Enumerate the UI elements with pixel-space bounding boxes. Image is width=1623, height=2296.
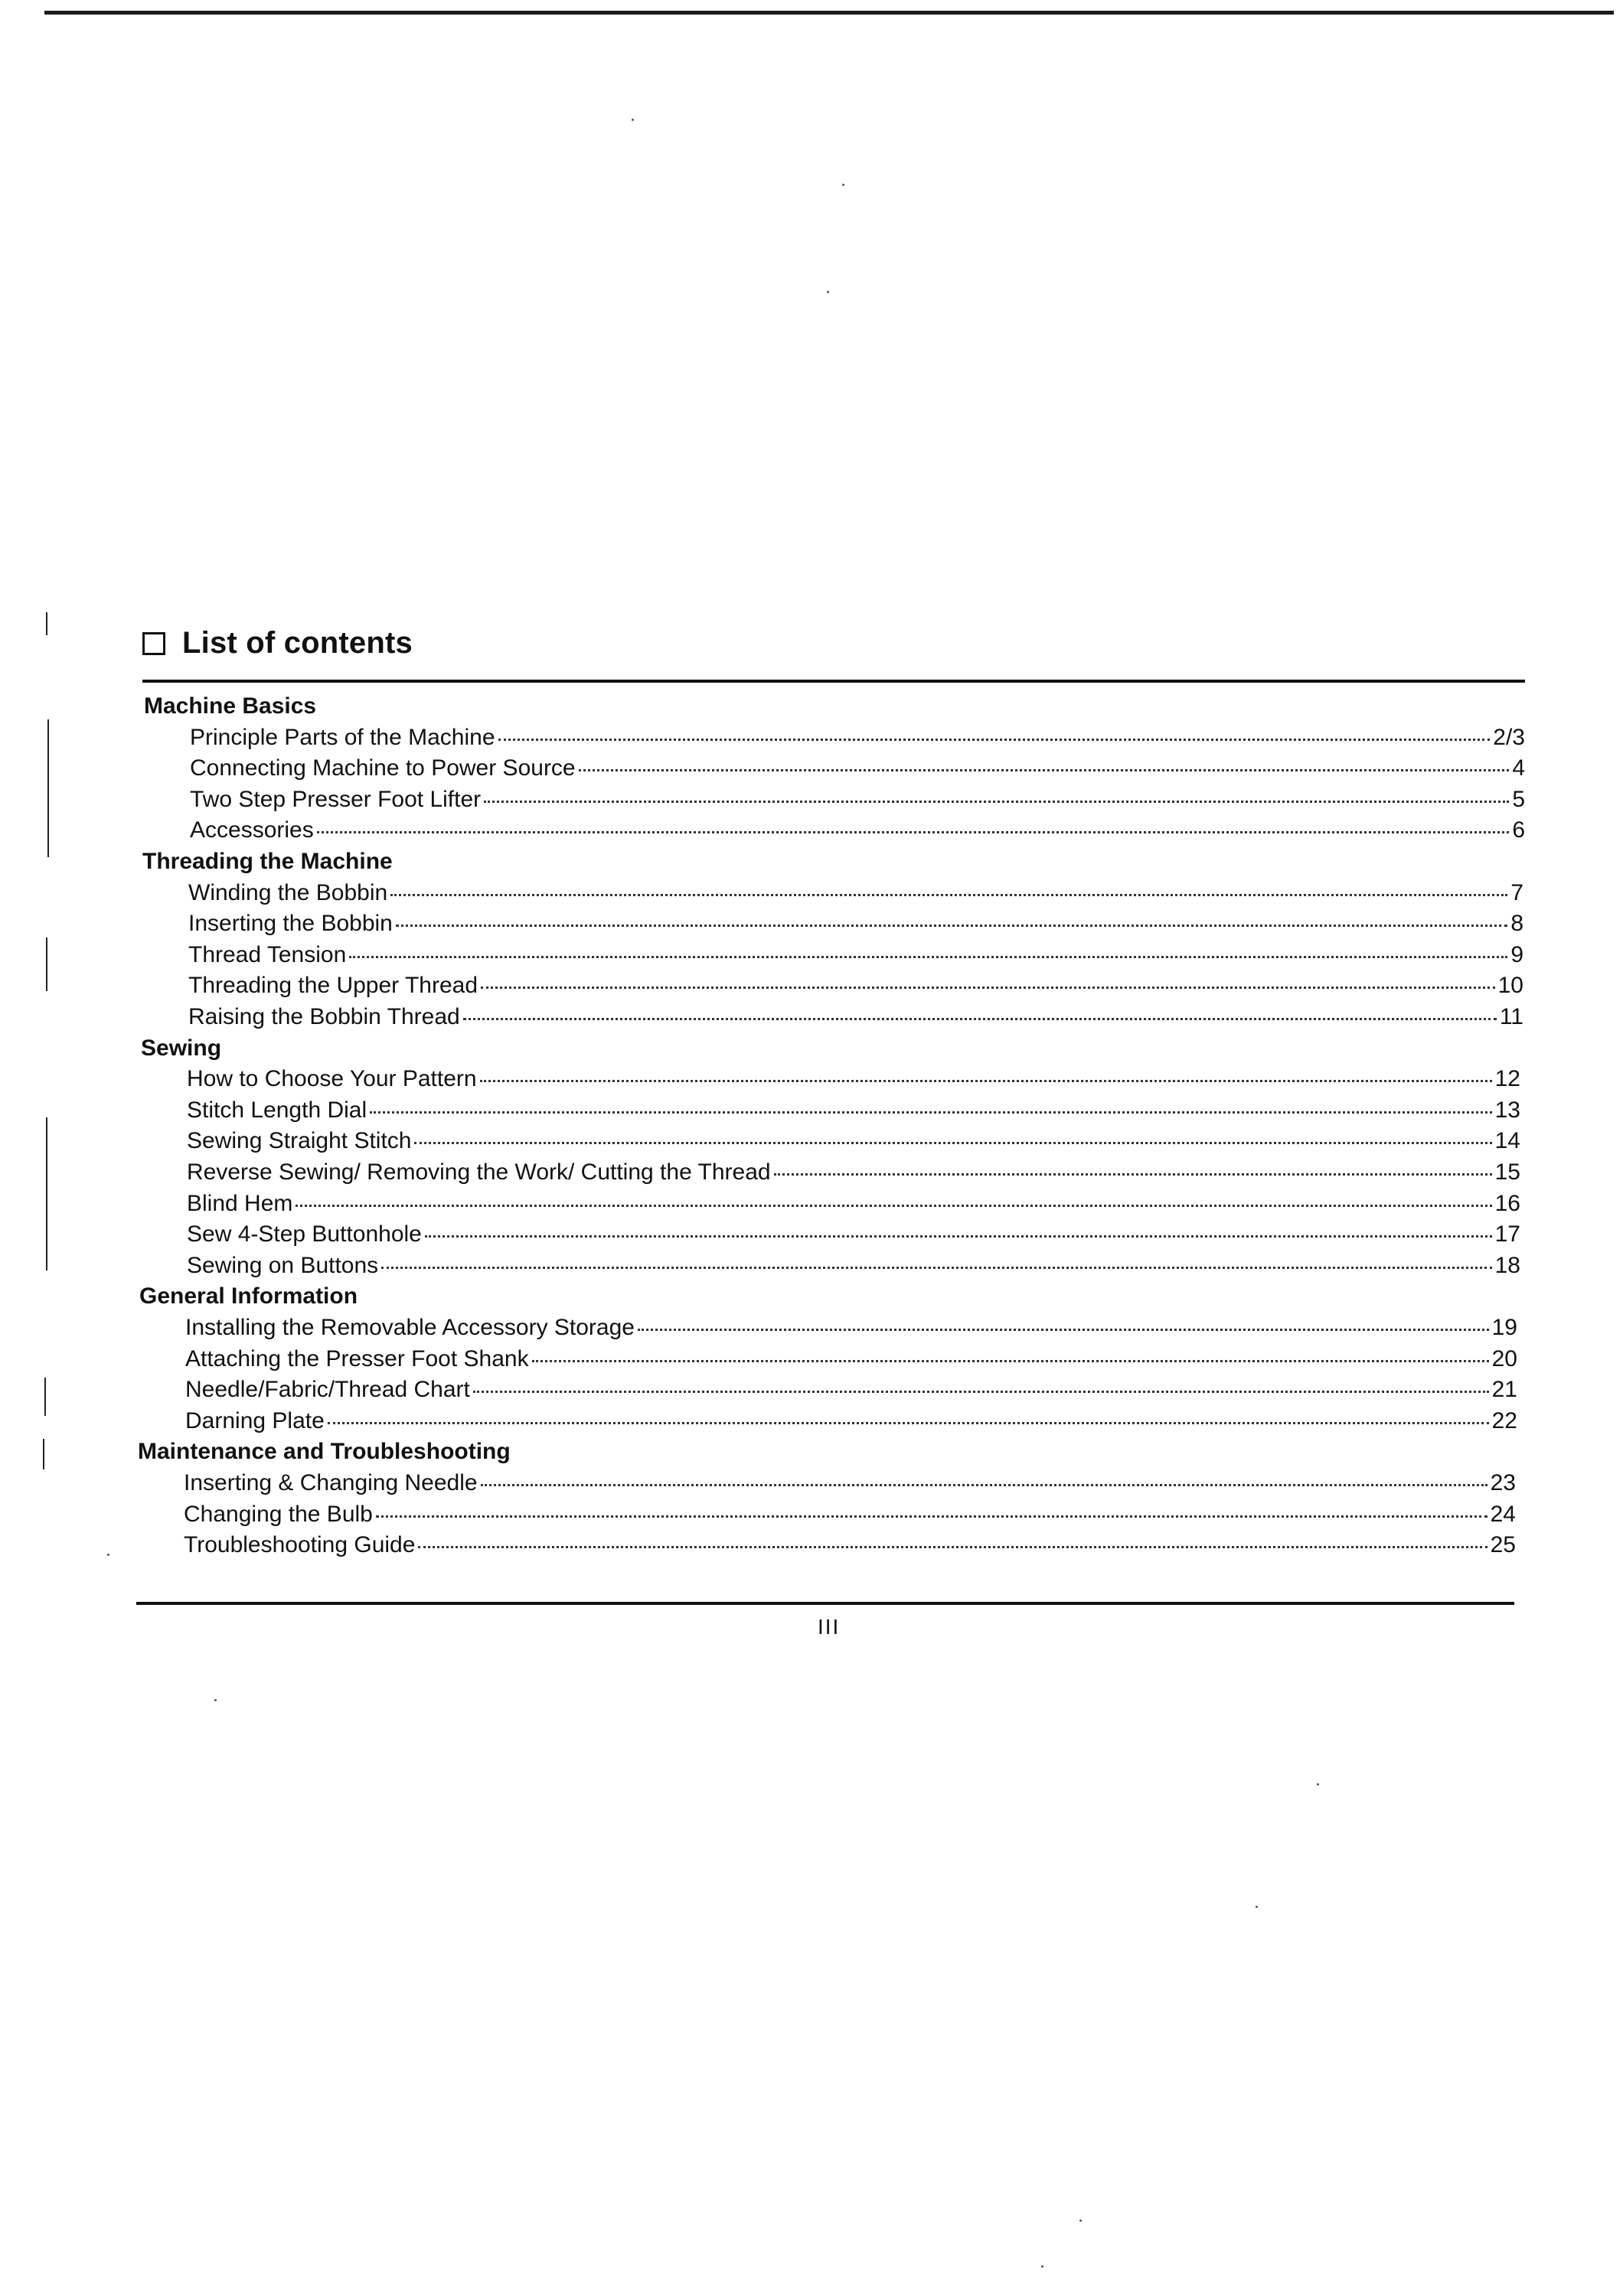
toc-entry-page: 7 xyxy=(1510,879,1523,905)
toc-entry-page: 17 xyxy=(1494,1221,1520,1247)
toc-entry-label: Principle Parts of the Machine xyxy=(190,724,495,750)
dot-leader xyxy=(463,1018,1497,1020)
dot-leader xyxy=(370,1111,1491,1114)
toc-entry-page: 18 xyxy=(1494,1252,1520,1278)
toc-entry-page: 16 xyxy=(1494,1190,1520,1216)
toc-entry-page: 9 xyxy=(1510,941,1523,967)
toc-entry[interactable] xyxy=(190,724,1525,752)
toc-entry[interactable] xyxy=(184,1469,1516,1497)
dot-leader xyxy=(481,987,1495,989)
toc-entry[interactable] xyxy=(188,1003,1523,1031)
toc-entry-page: 2/3 xyxy=(1493,724,1525,750)
toc-entry-page: 22 xyxy=(1491,1407,1517,1433)
toc-entry-label: Thread Tension xyxy=(188,941,347,967)
toc-entry[interactable] xyxy=(185,1376,1517,1404)
dot-leader xyxy=(296,1205,1491,1207)
toc-entry-page: 15 xyxy=(1494,1159,1520,1185)
toc-entry[interactable] xyxy=(185,1407,1517,1435)
toc-entry-page: 6 xyxy=(1512,817,1525,843)
section-heading: Maintenance and Troubleshooting xyxy=(138,1439,511,1465)
toc-entry-label: Troubleshooting Guide xyxy=(184,1532,416,1558)
toc-entry-label: Sewing on Buttons xyxy=(187,1252,379,1278)
toc-entry-page: 25 xyxy=(1490,1532,1516,1558)
toc-entry-label: Changing the Bulb xyxy=(184,1501,373,1527)
toc-entry-label: Sewing Straight Stitch xyxy=(187,1128,412,1154)
toc-entry[interactable] xyxy=(185,1345,1517,1373)
toc-entry-label: Stitch Length Dial xyxy=(187,1097,367,1123)
toc-entry-page: 19 xyxy=(1491,1315,1517,1340)
toc-entry-label: Connecting Machine to Power Source xyxy=(190,755,576,781)
dot-leader xyxy=(579,769,1510,771)
toc-entry[interactable] xyxy=(187,1127,1520,1155)
toc-entry-page: 20 xyxy=(1491,1345,1517,1371)
dot-leader xyxy=(414,1142,1491,1144)
toc-entry[interactable] xyxy=(190,817,1525,844)
scan-speck xyxy=(1317,1783,1319,1786)
toc-entry[interactable] xyxy=(187,1221,1520,1248)
toc-entry-page: 14 xyxy=(1494,1128,1520,1154)
dot-leader xyxy=(480,1080,1492,1082)
toc-entry[interactable] xyxy=(187,1159,1520,1186)
scan-speck xyxy=(1041,2265,1043,2268)
toc-entry-page: 10 xyxy=(1497,973,1523,999)
dot-leader xyxy=(328,1422,1489,1424)
toc-entry[interactable] xyxy=(190,786,1525,814)
scan-speck xyxy=(214,1699,217,1701)
dot-leader xyxy=(638,1329,1489,1331)
dot-leader xyxy=(390,894,1507,896)
toc-entry-label: Two Step Presser Foot Lifter xyxy=(190,786,482,812)
page-title: List of contents xyxy=(182,626,413,660)
toc-entry[interactable] xyxy=(184,1531,1516,1559)
page-number: III xyxy=(818,1615,841,1639)
section-heading: Machine Basics xyxy=(144,693,317,719)
toc-entry-page: 12 xyxy=(1494,1066,1520,1092)
toc-entry-label: Threading the Upper Thread xyxy=(188,973,478,999)
toc-entry-label: Inserting the Bobbin xyxy=(188,911,393,937)
toc-entry-page: 4 xyxy=(1512,755,1525,781)
toc-entry-label: Darning Plate xyxy=(185,1407,325,1433)
section-heading: General Information xyxy=(139,1283,358,1309)
toc-entry[interactable] xyxy=(187,1252,1520,1280)
toc-entry[interactable] xyxy=(188,972,1523,1000)
toc-entry-label: Winding the Bobbin xyxy=(188,879,388,905)
dot-leader xyxy=(532,1360,1489,1362)
footer-divider xyxy=(136,1602,1514,1605)
dot-leader xyxy=(349,956,1507,958)
dot-leader xyxy=(376,1515,1487,1518)
dot-leader xyxy=(317,831,1510,833)
toc-entry-page: 13 xyxy=(1494,1097,1520,1123)
toc-entry-label: Needle/Fabric/Thread Chart xyxy=(185,1377,470,1403)
toc-entry-page: 21 xyxy=(1491,1377,1517,1403)
toc-entry[interactable] xyxy=(184,1501,1516,1528)
toc-entry-label: How to Choose Your Pattern xyxy=(187,1066,477,1092)
dot-leader xyxy=(481,1484,1487,1486)
scan-speck xyxy=(1079,2219,1082,2222)
toc-entry[interactable] xyxy=(188,941,1523,969)
dot-leader xyxy=(381,1267,1491,1269)
section-heading: Threading the Machine xyxy=(142,849,393,874)
dot-leader xyxy=(396,925,1507,927)
toc-entry-label: Installing the Removable Accessory Storage xyxy=(185,1315,635,1340)
toc-entry[interactable] xyxy=(187,1097,1520,1124)
toc-entry[interactable] xyxy=(187,1190,1520,1218)
toc-entry-label: Blind Hem xyxy=(187,1190,293,1216)
toc-entry-page: 23 xyxy=(1490,1470,1516,1495)
toc-entry[interactable] xyxy=(187,1065,1520,1093)
toc-entry-page: 11 xyxy=(1499,1004,1523,1029)
toc-entry-label: Reverse Sewing/ Removing the Work/ Cutting the Thread xyxy=(187,1159,771,1185)
dot-leader xyxy=(774,1173,1492,1176)
dot-leader xyxy=(498,739,1491,741)
toc-entry-page: 24 xyxy=(1490,1501,1516,1527)
toc-entry[interactable] xyxy=(185,1314,1517,1342)
dot-leader xyxy=(484,801,1509,803)
toc-entry-page: 5 xyxy=(1512,786,1525,812)
toc-entry-label: Inserting & Changing Needle xyxy=(184,1470,478,1495)
toc-entry[interactable] xyxy=(190,755,1525,782)
toc-entry-label: Attaching the Presser Foot Shank xyxy=(185,1345,529,1371)
toc-entry[interactable] xyxy=(188,910,1523,938)
toc-entry-label: Sew 4-Step Buttonhole xyxy=(187,1221,422,1247)
scan-speck xyxy=(1256,1906,1258,1908)
section-heading: Sewing xyxy=(141,1035,222,1061)
toc-entry-label: Raising the Bobbin Thread xyxy=(188,1004,460,1029)
toc-entry-page: 8 xyxy=(1510,911,1523,937)
toc-entry[interactable] xyxy=(188,879,1523,907)
dot-leader xyxy=(425,1235,1492,1238)
toc-entry-label: Accessories xyxy=(190,817,314,843)
dot-leader xyxy=(473,1391,1489,1393)
dot-leader xyxy=(418,1546,1487,1548)
